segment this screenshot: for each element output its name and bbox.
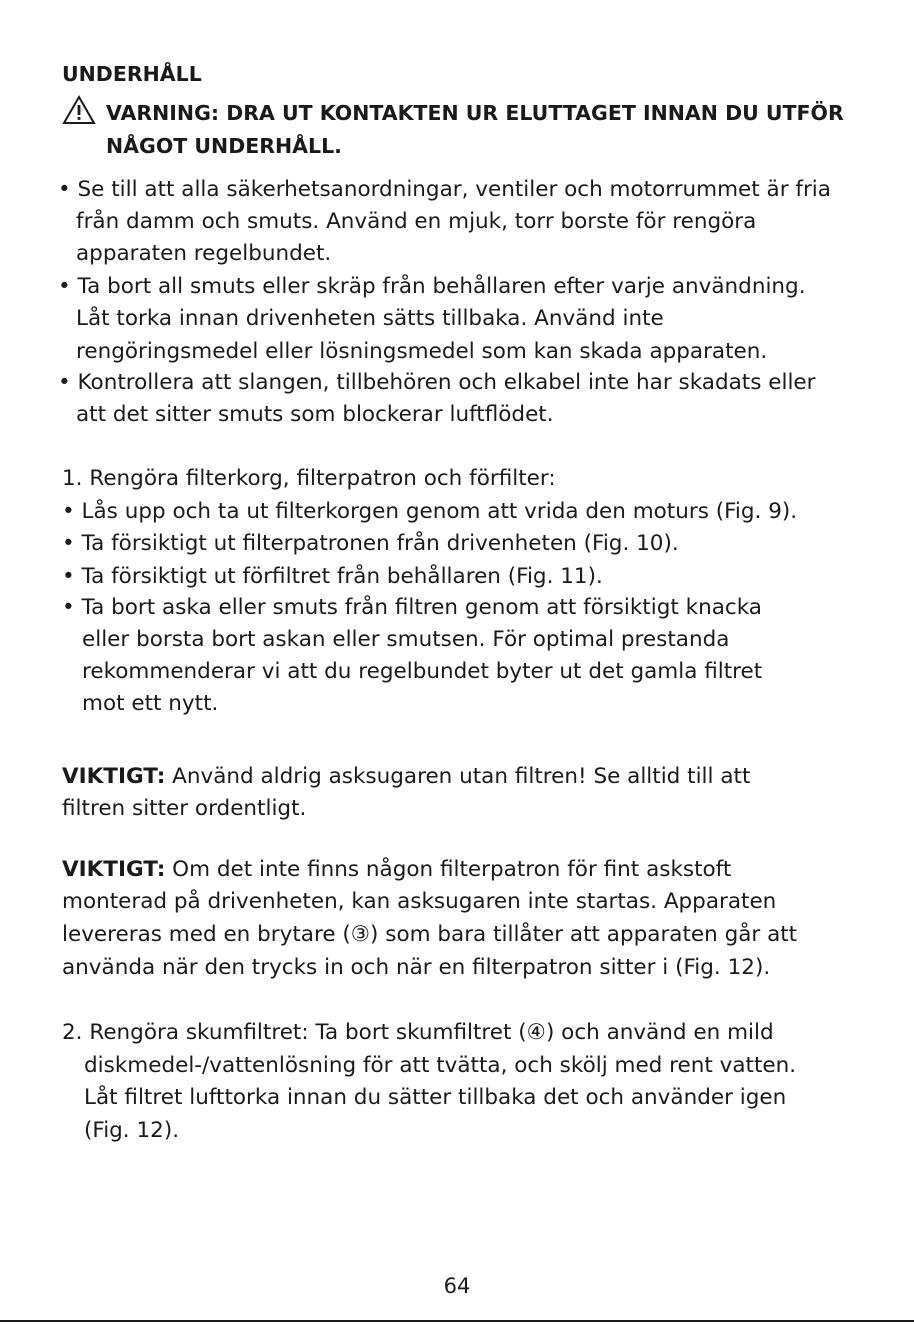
step-1-bullet-1: • Lås upp och ta ut filterkorgen genom att vrida den moturs (Fig. 9). bbox=[62, 499, 798, 524]
warning-line-2: NÅGOT UNDERHÅLL. bbox=[106, 134, 342, 158]
step-2-line-2: diskmedel-/vattenlösning för att tvätta, och skölj med rent vatten. bbox=[84, 1053, 797, 1078]
important-2-text: Om det inte finns någon filterpatron för fint askstoft bbox=[165, 857, 732, 882]
general-bullet-2-line-1: • Ta bort all smuts eller skräp från behållaren efter varje användning. bbox=[58, 274, 806, 299]
important-2-label: VIKTIGT: bbox=[62, 857, 166, 882]
step-2-line-4: (Fig. 12). bbox=[84, 1118, 180, 1143]
step-1-bullet-4-line-1: • Ta bort aska eller smuts från filtren genom att försiktigt knacka bbox=[62, 595, 762, 620]
section-title: UNDERHÅLL bbox=[62, 62, 202, 86]
warning-triangle-icon bbox=[62, 95, 96, 125]
step-1-bullet-4-line-2: eller borsta bort askan eller smutsen. För optimal prestanda bbox=[82, 627, 730, 652]
page-number: 64 bbox=[443, 1274, 471, 1298]
step-1-bullet-4-line-4: mot ett nytt. bbox=[82, 691, 219, 716]
important-1-label: VIKTIGT: bbox=[62, 764, 166, 789]
bottom-divider bbox=[0, 1320, 914, 1322]
general-bullet-1-line-1: • Se till att alla säkerhetsanordningar, ventiler och motorrummet är fria bbox=[58, 177, 831, 202]
important-2-line-3: levereras med en brytare (③) som bara tillåter att apparaten går att bbox=[62, 922, 798, 947]
general-bullet-1-line-3: apparaten regelbundet. bbox=[76, 241, 332, 266]
warning-line-1: VARNING: DRA UT KONTAKTEN UR ELUTTAGET INNAN DU UTFÖR bbox=[106, 101, 844, 125]
step-1-title: 1. Rengöra filterkorg, filterpatron och förfilter: bbox=[62, 466, 556, 491]
step-1-bullet-4-line-3: rekommenderar vi att du regelbundet byter ut det gamla filtret bbox=[82, 659, 763, 684]
important-2-line-4: använda när den trycks in och när en filterpatron sitter i (Fig. 12). bbox=[62, 955, 771, 980]
important-1-text: Använd aldrig asksugaren utan filtren! Se alltid till att bbox=[165, 764, 751, 789]
general-bullet-3-line-2: att det sitter smuts som blockerar luftflödet. bbox=[76, 402, 554, 427]
general-bullet-1-line-2: från damm och smuts. Använd en mjuk, torr borste för rengöra bbox=[76, 209, 757, 234]
important-1-line-1 bbox=[62, 761, 750, 793]
general-bullet-2-line-3: rengöringsmedel eller lösningsmedel som kan skada apparaten. bbox=[76, 339, 768, 364]
step-2-line-1: 2. Rengöra skumfiltret: Ta bort skumfiltret (④) och använd en mild bbox=[62, 1020, 774, 1045]
important-2-line-1 bbox=[62, 854, 731, 886]
step-1-bullet-3: • Ta försiktigt ut förfiltret från behållaren (Fig. 11). bbox=[62, 564, 603, 589]
important-2-line-2: monterad på drivenheten, kan asksugaren inte startas. Apparaten bbox=[62, 889, 777, 914]
step-2-line-3: Låt filtret lufttorka innan du sätter tillbaka det och använder igen bbox=[84, 1085, 787, 1110]
general-bullet-3-line-1: • Kontrollera att slangen, tillbehören och elkabel inte har skadats eller bbox=[58, 370, 816, 395]
step-1-bullet-2: • Ta försiktigt ut filterpatronen från drivenheten (Fig. 10). bbox=[62, 531, 679, 556]
general-bullet-2-line-2: Låt torka innan drivenheten sätts tillbaka. Använd inte bbox=[76, 306, 664, 331]
important-1-line-2: filtren sitter ordentligt. bbox=[62, 796, 307, 821]
